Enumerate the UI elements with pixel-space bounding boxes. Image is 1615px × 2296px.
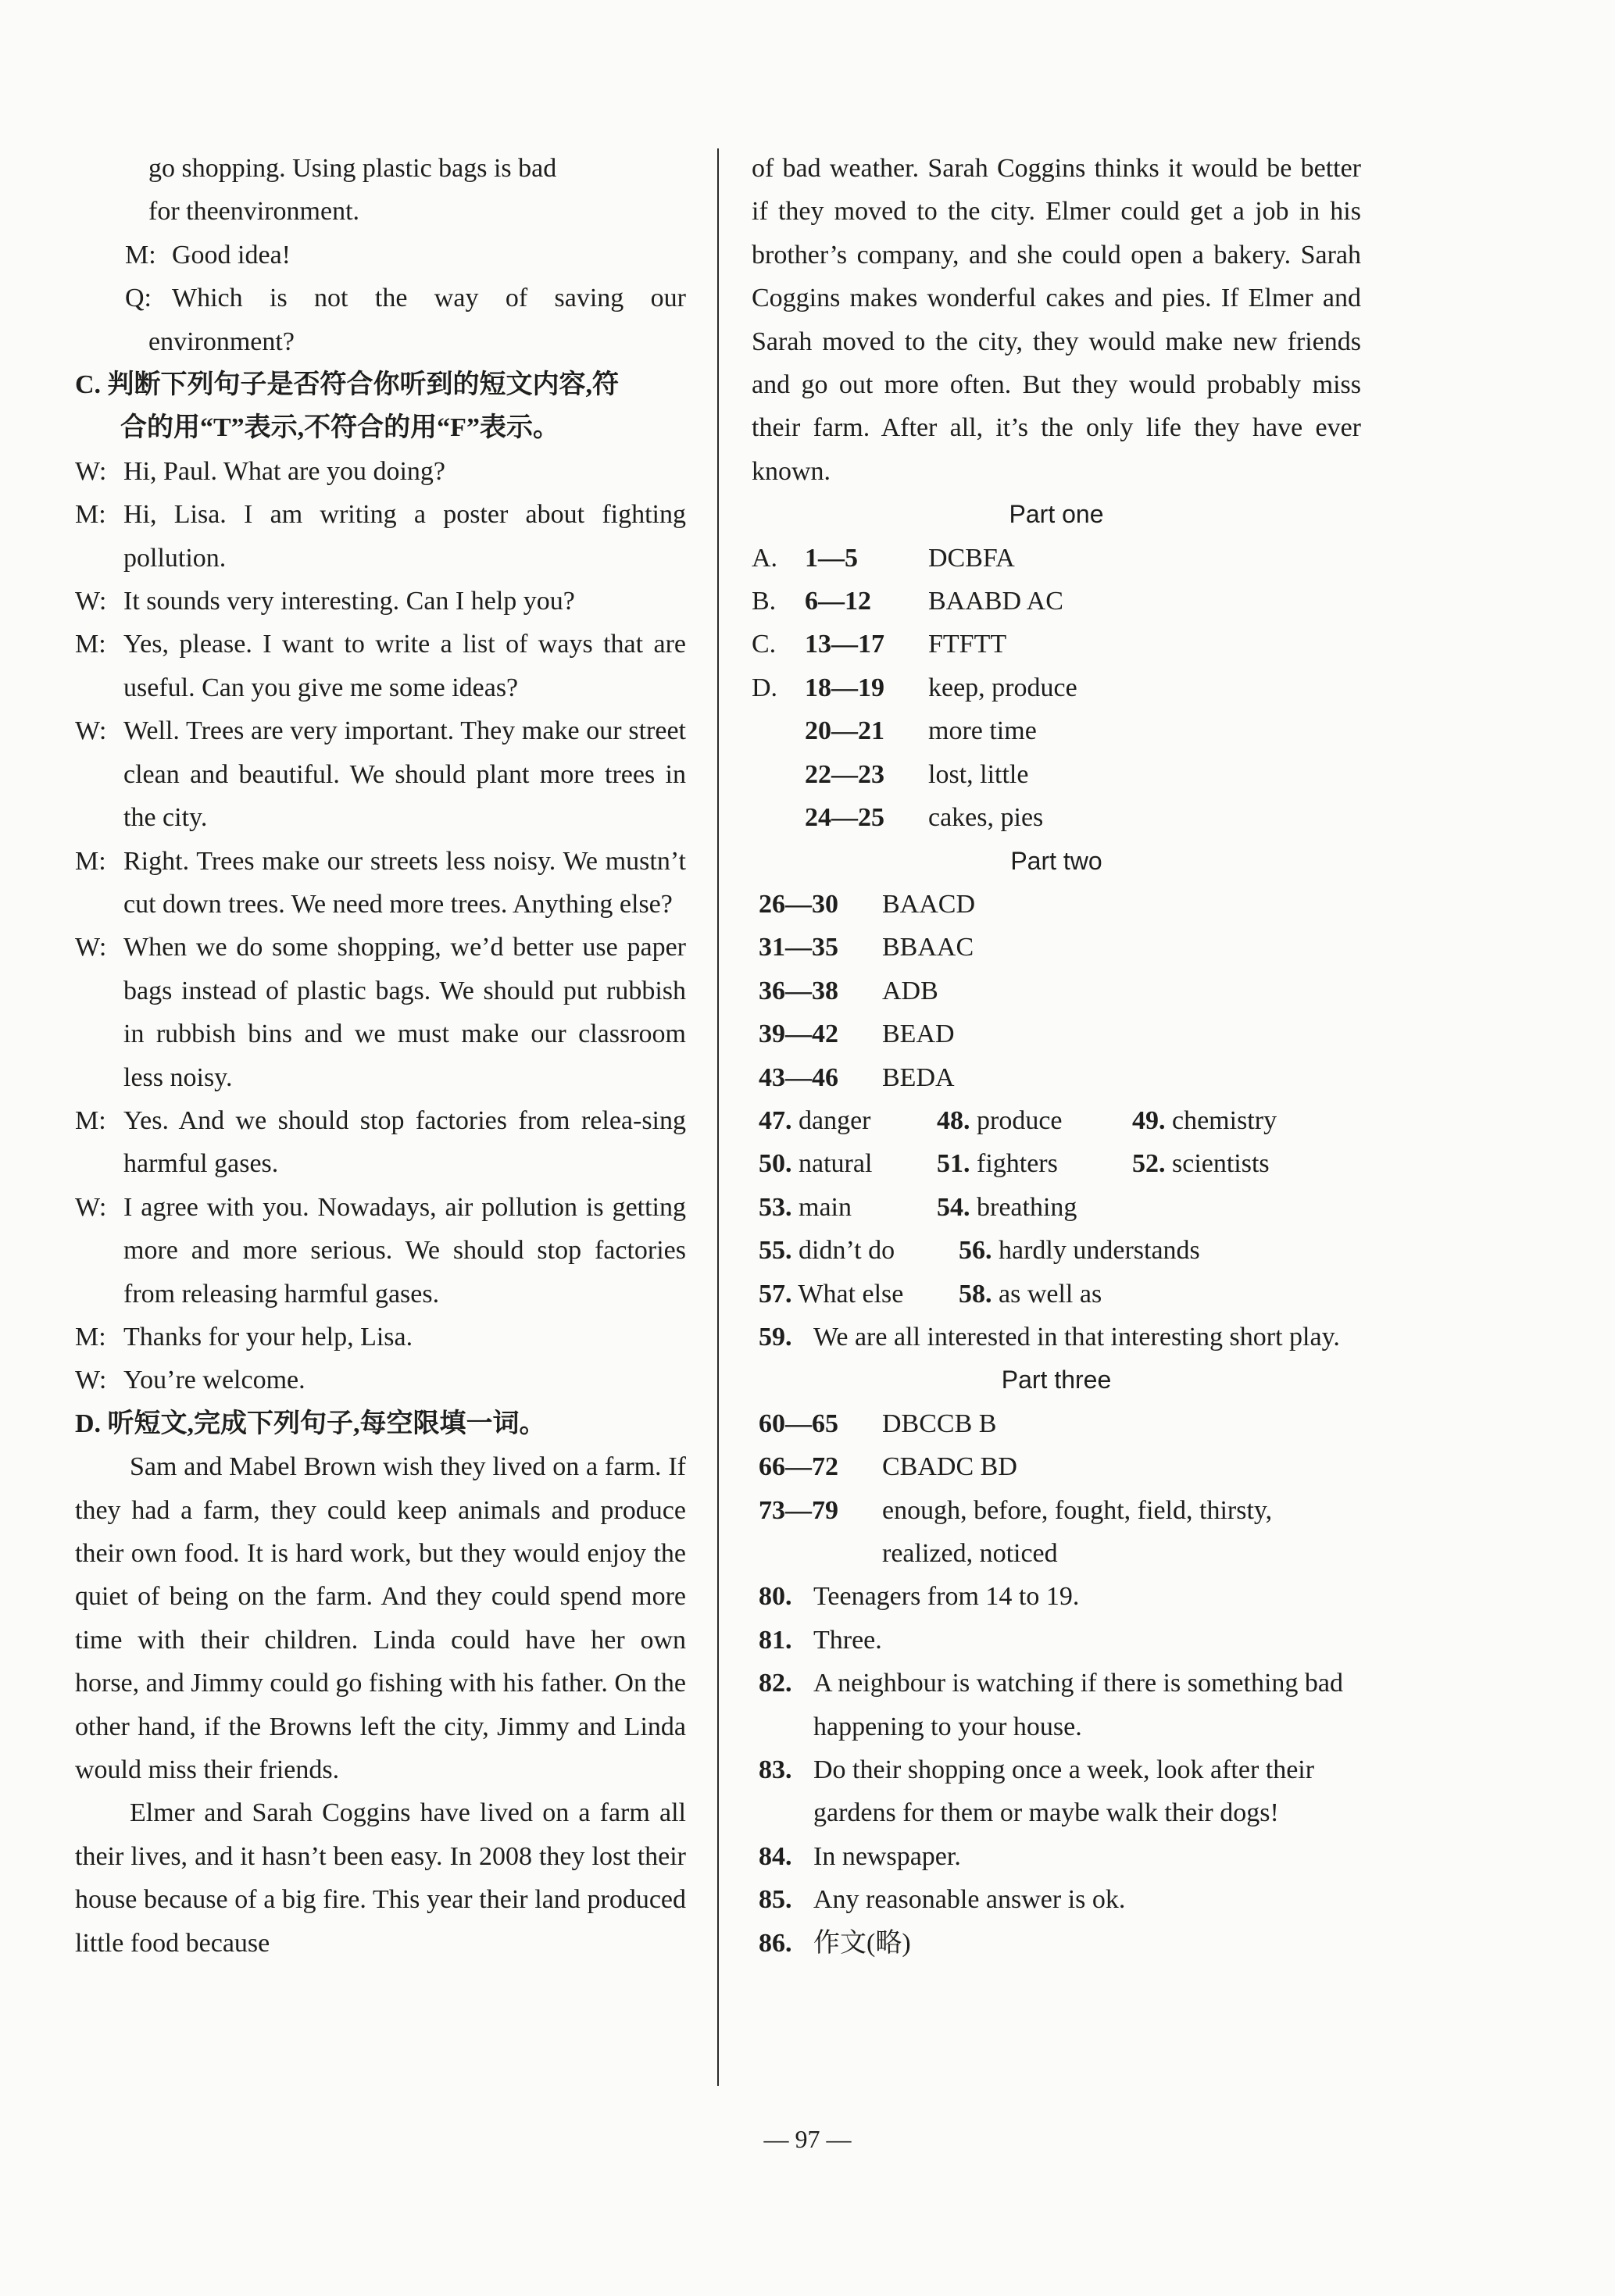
answer-range: 22—23 [805,759,884,789]
answer-word: scientists [1172,1149,1270,1179]
text-line: for theenvironment. [148,197,360,227]
dialogue-line [75,234,686,277]
answer-word: danger [799,1105,871,1135]
answer-row [752,537,1361,580]
speaker-label: W: [75,1192,107,1222]
answer-range: 1—5 [805,543,858,573]
answer-range: 26—30 [759,889,838,919]
answer-value: cakes, pies [928,803,1044,833]
paragraph: Elmer and Sarah Coggins have lived on a farm all their lives, and it hasn’t been easy. In 2008 they lost their house because of a big fire. This year their land produced little food because [75,1798,686,1958]
word-answer [1132,1099,1277,1142]
answer-number: 86. [759,1928,792,1958]
answer-row [752,926,1361,969]
word-answer [959,1229,1200,1272]
answer-number: 84. [759,1841,792,1871]
speaker-text: Well. Trees are very important. They make our street clean and beautiful. We should plant more trees in the city. [123,716,686,833]
answer-letter [752,796,805,839]
answer-range: 60—65 [759,1409,838,1438]
answer-range: 18—19 [805,673,884,702]
part-two-heading: Part two [1010,846,1102,875]
answer-word: natural [799,1149,873,1179]
answer-value: DBCCB B [882,1409,997,1438]
answer-value: more time [928,716,1037,746]
answer-word: main [799,1192,852,1222]
answer-number: 48. [937,1105,970,1135]
page-number: — 97 — [763,2125,852,2153]
dialogue-line [75,1099,686,1186]
text-line: go shopping. Using plastic bags is bad [148,154,557,183]
answer-number: 52. [1132,1149,1166,1179]
answer-number: 53. [759,1192,792,1222]
dialogue-line [75,1186,686,1316]
numbered-answer [752,1662,1361,1748]
answer-value: FTFTT [928,630,1007,659]
answer-range: 13—17 [805,630,884,659]
answer-value: enough, before, fought, field, thirsty, realized, noticed [882,1495,1273,1568]
answer-value: keep, produce [928,673,1077,702]
word-row [752,1142,1361,1185]
part-three-heading: Part three [1001,1366,1112,1394]
answer-value: BBAAC [882,933,974,962]
word-answer [1132,1142,1270,1185]
answer-word: What else [798,1279,904,1309]
answer-letter: D. [752,673,778,702]
answer-word: hardly understands [999,1236,1200,1266]
word-answers [752,1099,1361,1316]
speaker-label: W: [75,1366,107,1395]
word-row [752,1099,1361,1142]
answer-number: 80. [759,1582,792,1612]
answer-letter: A. [752,543,778,573]
question-line [75,277,686,320]
answer-number: 83. [759,1755,792,1785]
answer-range: 6—12 [805,587,871,616]
answer-row [752,1489,1361,1576]
dialogue-line [75,493,686,580]
part-one-heading: Part one [1009,500,1104,529]
answer-letter [752,753,805,796]
answer-number: 59. [759,1322,792,1352]
numbered-answer [752,1748,1361,1835]
speaker-label: M: [75,500,106,530]
speaker-text: It sounds very interesting. Can I help you? [123,587,575,616]
word-answer [937,1142,1132,1185]
question-label: Q: [125,284,152,313]
part-three-answers [752,1402,1361,1576]
answer-number: 81. [759,1625,792,1655]
answer-row [752,1056,1361,1099]
numbered-answer [752,1878,1361,1921]
answer-row [752,580,1361,623]
answer-row [752,753,1361,796]
answer-word: didn’t do [799,1236,895,1266]
right-column [752,147,1361,1965]
speaker-label: M: [75,1105,106,1135]
answer-number: 58. [959,1279,992,1309]
speaker-text: Yes, please. I want to write a list of ways that are useful. Can you give me some ideas? [123,630,686,702]
speaker-text: You’re welcome. [123,1366,305,1395]
column-divider [717,148,719,2086]
answer-number: 55. [759,1236,792,1266]
dialogue-line [75,840,686,927]
word-row [752,1229,1361,1272]
speaker-text: Right. Trees make our streets less noisy. We mustn’t cut down trees. We need more trees. Anything else? [123,846,686,919]
answer-range: 31—35 [759,933,838,962]
section-c-heading [75,363,686,450]
section-d-heading: D. 听短文,完成下列句子,每空限填一词。 [75,1409,546,1438]
answer-value: CBADC BD [882,1452,1017,1482]
paragraph: Sam and Mabel Brown wish they lived on a farm. If they had a farm, they could keep animals and produce their own food. It is hard work, but they would enjoy the quiet of being on the farm. And they could spend more time with their children. Linda could have her own horse, and Jimmy could go fishing with his father. On the other hand, if the Browns left the city, Jimmy and Linda would miss their friends. [75,1452,686,1785]
answer-number: 49. [1132,1105,1166,1135]
answer-value: BAACD [882,889,976,919]
dialogue-line [75,1359,686,1402]
answer-text: A neighbour is watching if there is something bad happening to your house. [813,1669,1343,1741]
answer-text: In newspaper. [813,1841,961,1871]
speaker-label: W: [75,587,107,616]
answer-number: 50. [759,1149,792,1179]
answer-text: We are all interested in that interesting short play. [813,1322,1340,1352]
answer-number: 56. [959,1236,992,1266]
answer-value: BAABD AC [928,587,1063,616]
answer-row [752,1445,1361,1488]
dialogue-line [75,709,686,839]
part-one-answers [752,537,1361,840]
answer-row [752,709,1361,752]
paragraph-continued: of bad weather. Sarah Coggins thinks it would be better if they moved to the city. Elmer could get a job in his brother’s company, and she could open a bakery. Sarah Coggins makes wonderful cakes and pies. If Elmer and Sarah moved to the city, they would make new friends and go out more often. But they would probably miss their farm. After all, it’s the only life they have ever known. [752,154,1361,486]
numbered-answer [752,1575,1361,1618]
answer-row [752,1402,1361,1445]
answer-value: ADB [882,976,938,1005]
speaker-label: M: [75,1322,106,1352]
dialogue-block [75,450,686,1402]
answer-range: 36—38 [759,976,838,1005]
dialogue-line [75,580,686,623]
speaker-text: Good idea! [172,240,291,270]
answer-row [752,969,1361,1012]
question-text: Which is not the way of saving our [172,284,686,313]
answer-word: fighters [977,1149,1058,1179]
dialogue-line [75,926,686,1099]
speaker-text: I agree with you. Nowadays, air pollution is getting more and more serious. We should stop factories from releasing harmful gases. [123,1192,686,1309]
word-answer [937,1099,1132,1142]
answer-word: produce [977,1105,1063,1135]
left-column [75,147,686,1965]
answer-range: 73—79 [759,1495,838,1525]
numbered-answers [752,1575,1361,1965]
answer-value: BEAD [882,1019,955,1049]
section-c-title: C. 判断下列句子是否符合你听到的短文内容,符 [75,370,620,400]
speaker-label: M: [125,240,156,270]
answer-text: Teenagers from 14 to 19. [813,1582,1080,1612]
answer-value: BEDA [882,1062,955,1092]
word-answer [959,1273,1102,1316]
answer-value: lost, little [928,759,1029,789]
answer-number: 51. [937,1149,970,1179]
speaker-text: Thanks for your help, Lisa. [123,1322,413,1352]
answer-word: breathing [977,1192,1077,1222]
answer-number: 82. [759,1669,792,1698]
answer-text: Do their shopping once a week, look after their gardens for them or maybe walk their dogs! [813,1755,1315,1828]
speaker-text: When we do some shopping, we’d better use paper bags instead of plastic bags. We should put rubbish in rubbish bins and we must make our classroom less noisy. [123,933,686,1092]
answer-word: as well as [999,1279,1102,1309]
answer-letter: B. [752,587,777,616]
speaker-text: Hi, Paul. What are you doing? [123,456,446,486]
word-answer [937,1186,1077,1229]
answer-row [752,666,1361,709]
speaker-label: W: [75,933,107,962]
answer-text: Three. [813,1625,882,1655]
answer-range: 43—46 [759,1062,838,1092]
word-answer [759,1142,937,1185]
numbered-answer [752,1835,1361,1878]
word-row [752,1186,1361,1229]
word-answer [759,1273,959,1316]
speaker-label: M: [75,846,106,876]
answer-range: 39—42 [759,1019,838,1049]
answer-text: 作文(略) [813,1928,911,1958]
answer-range: 24—25 [805,803,884,833]
numbered-answer [752,1922,1361,1965]
answer-row [752,796,1361,839]
part-two-answers [752,883,1361,1099]
answer-range: 20—21 [805,716,884,746]
word-answer [759,1229,959,1272]
answer-word: chemistry [1172,1105,1277,1135]
dialogue-line [75,1316,686,1359]
answer-number: 85. [759,1885,792,1915]
text-line: environment? [148,327,295,356]
dialogue-line [75,450,686,493]
answer-row [752,1012,1361,1055]
answer-letter: C. [752,630,777,659]
answer-range: 66—72 [759,1452,838,1482]
speaker-label: W: [75,716,107,746]
speaker-label: M: [75,630,106,659]
answer-59 [752,1316,1361,1359]
word-row [752,1273,1361,1316]
word-answer [759,1099,937,1142]
answer-value: DCBFA [928,543,1015,573]
speaker-text: Yes. And we should stop factories from relea-sing harmful gases. [123,1105,686,1179]
section-c-title-cont: 合的用“T”表示,不符合的用“F”表示。 [120,413,559,443]
answer-letter [752,709,805,752]
answer-row [752,883,1361,926]
speaker-label: W: [75,456,107,486]
answer-row [752,623,1361,666]
answer-number: 57. [759,1279,792,1309]
answer-number: 47. [759,1105,792,1135]
dialogue-line [75,623,686,709]
numbered-answer [752,1619,1361,1662]
speaker-text: Hi, Lisa. I am writing a poster about fighting pollution. [123,500,686,573]
answer-number: 54. [937,1192,970,1222]
answer-text: Any reasonable answer is ok. [813,1885,1126,1915]
word-answer [759,1186,937,1229]
